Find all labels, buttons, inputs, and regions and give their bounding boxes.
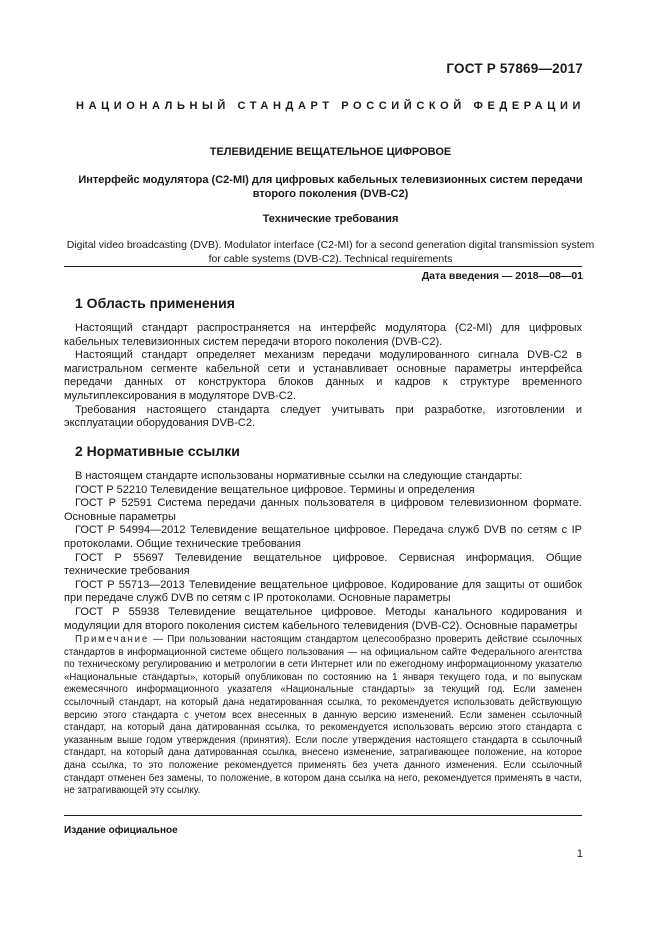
note-label: Примечание xyxy=(75,634,150,645)
reference-item: ГОСТ Р 52210 Телевидение вещательное цифровое. Термины и определения xyxy=(75,483,475,496)
section-1-paragraph: Настоящий стандарт определяет механизм передачи модулированного сигнала DVB-C2 в магистральном сегменте кабельной сети и устанавливает основные параметры интерфейса передачи данных от конструктора блоков данных и кадров к структуре временного мультиплексирования в модуляторе DVB-C2. xyxy=(64,349,582,402)
note-text: — При пользовании настоящим стандартом целесообразно проверить действие ссылочных стандартов в информационной системе общего пользования — на официальном сайте Федерального агентства по техническому регулированию и метрологии в сети Интернет или по ежегодному информационному указателю «Национальные стандарты», который опубликован по состоянию на 1 января текущего года, и по выпускам ежемесячного информационного указателя «Национальные стандарты» за текущий год. Если заменен ссылочный стандарт, на который дана недатированная ссылка, то рекомендуется использовать действующую версию этого стандарта с учетом всех внесенных в данную версию изменений. Если заменен ссылочный стандарт, на который дана датированная ссылка, то рекомендуется использовать версию этого стандарта с указанным выше годом утверждения (принятия). Если после утверждения настоящего стандарта в ссылочный стандарт, на который дана датированная ссылка, внесено изменение, затрагивающее положение, на которое дана ссылка, то это положение рекомендуется применять без учета данного изменения. Если ссылочный стандарт отменен без замены, то положение, в котором дана ссылка на него, рекомендуется применять в части, не затрагивающей эту ссылку. xyxy=(64,634,582,797)
standard-number: ГОСТ Р 57869—2017 xyxy=(446,61,583,76)
footer-divider xyxy=(64,815,582,816)
section-2-body xyxy=(64,470,582,633)
national-standard-title: НАЦИОНАЛЬНЫЙ СТАНДАРТ РОССИЙСКОЙ ФЕДЕРАЦИИ xyxy=(76,100,585,112)
note-paragraph xyxy=(64,634,582,798)
reference-item: ГОСТ Р 52591 Система передачи данных пользователя в цифровом телевизионном формате. Основные параметры xyxy=(64,497,582,523)
edition-label: Издание официальное xyxy=(64,825,178,836)
document-main-title: ТЕЛЕВИДЕНИЕ ВЕЩАТЕЛЬНОЕ ЦИФРОВОЕ xyxy=(209,146,452,158)
reference-note xyxy=(64,634,582,798)
section-2-heading: 2 Нормативные ссылки xyxy=(75,443,240,459)
page-number: 1 xyxy=(576,848,583,860)
requirements-title: Технические требования xyxy=(262,213,399,225)
date-introduced: Дата введения — 2018—08—01 xyxy=(421,270,583,282)
english-title xyxy=(50,239,611,266)
document-subtitle xyxy=(50,174,611,201)
section-2-intro: В настоящем стандарте использованы нормативные ссылки на следующие стандарты: xyxy=(75,470,523,482)
reference-item: ГОСТ Р 55713—2013 Телевидение вещательное цифровое. Кодирование для защиты от ошибок при передаче служб DVB по сетям с IP протоколами. Основные параметры xyxy=(64,578,582,605)
english-title-line-1: Digital video broadcasting (DVB). Modulator interface (C2-MI) for a second generation digital transmission system xyxy=(66,239,595,251)
title-divider xyxy=(64,266,582,267)
reference-item: ГОСТ Р 54994—2012 Телевидение вещательное цифровое. Передача служб DVB по сетям с IP протоколами. Общие технические требования xyxy=(64,524,582,550)
reference-item: ГОСТ Р 55697 Телевидение вещательное цифровое. Сервисная информация. Общие технические требования xyxy=(64,551,582,578)
reference-item: ГОСТ Р 55938 Телевидение вещательное цифровое. Методы канального кодирования и модуляции для второго поколения систем кабельного телевидения (DVB-C2). Основные параметры xyxy=(64,605,582,632)
section-1-heading: 1 Область применения xyxy=(75,295,235,311)
subtitle-line-2: второго поколения (DVB-C2) xyxy=(252,187,409,200)
section-1-paragraph: Требования настоящего стандарта следует учитывать при разработке, изготовлении и эксплуатации оборудования DVB-C2. xyxy=(64,403,582,430)
subtitle-line-1: Интерфейс модулятора (C2-MI) для цифровых кабельных телевизионных систем передачи xyxy=(78,174,583,186)
section-1-paragraph: Настоящий стандарт распространяется на интерфейс модулятора (C2-MI) для цифровых кабельных телевизионных систем передачи второго поколения (DVB-C2). xyxy=(64,322,582,348)
english-title-line-2: for cable systems (DVB-C2). Technical requirements xyxy=(208,252,453,265)
section-1-body xyxy=(64,322,582,431)
